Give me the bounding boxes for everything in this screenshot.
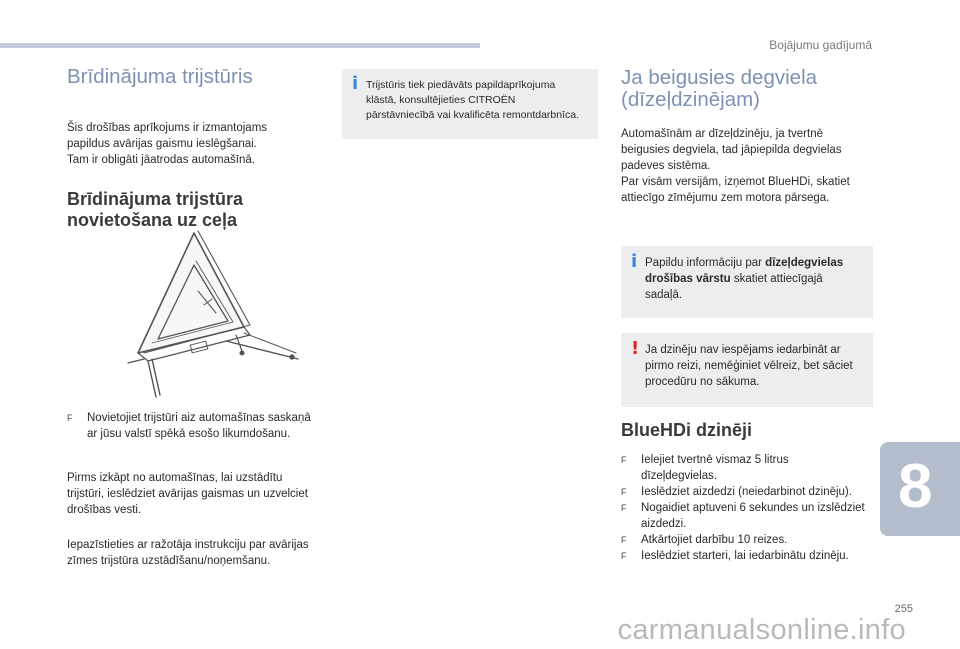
bullet-arrow-icon: F [621,535,627,545]
bullet-arrow-icon: F [621,503,627,513]
before-exit-paragraph: Pirms izkāpt no automašīnas, lai uzstādītu trijstūri, ieslēdziet avārijas gaismas un uzvelciet drošības vesti. [67,472,308,516]
bluehdi-step-text: Ieslēdziet aizdedzi (neiedarbinot dzinēju). [641,486,852,498]
warning-icon: ! [631,338,640,359]
triangle-availability-note [342,69,598,139]
warning-triangle-intro: Šis drošības aprīkojums ir izmantojams papildus avārijas gaismu ieslēgšanai. Tam ir obligāti jāatrodas automašīnā. [67,122,268,166]
diesel-valve-info-suffix: skatiet attiecīgajā sadaļā. [645,273,823,301]
bluehdi-step [621,452,879,484]
chapter-number: 8 [898,452,933,521]
placement-instruction-text: Novietojiet trijstūri aiz automašīnas saskaņā ar jūsu valstī spēkā esošo likumdošanu. [87,412,311,440]
bullet-arrow-icon: F [67,413,73,423]
page-number: 255 [894,603,913,615]
info-icon: i [631,251,638,272]
warning-triangle-illustration [86,225,311,405]
header-rule [0,43,480,48]
section-title-out-of-fuel-line2: (dīzeļdzinējam) [621,88,760,111]
info-icon: i [352,73,359,94]
diesel-valve-info-note [621,246,873,318]
bluehdi-step-text: Nogaidiet aptuveni 6 sekundes un izslēdziet aizdedzi. [641,502,865,530]
bluehdi-step [621,532,879,548]
watermark: carmanualsonline.info [617,614,906,646]
manufacturer-instructions-paragraph: Iepazīstieties ar ražotāja instrukciju par avārijas zīmes trijstūra uzstādīšanu/noņemšanu. [67,539,309,567]
bullet-arrow-icon: F [621,551,627,561]
bluehdi-step-text: Ielejiet tvertnē vismaz 5 litrus dīzeļdegvielas. [641,454,789,482]
triangle-availability-text: Trijstūris tiek piedāvāts papildaprīkojuma klāstā, konsultējieties CITROËN pārstāvniecībā vai kvalificēta remontdarbnīca. [366,79,580,121]
bluehdi-step [621,500,879,532]
left-column [67,66,329,231]
right-column [621,67,876,206]
bluehdi-step-text: Ieslēdziet starteri, lai iedarbinātu dzinēju. [641,550,849,562]
bluehdi-section [621,420,879,564]
subsection-title-line2: novietošana uz ceļa [67,210,238,230]
diesel-valve-info-prefix: Papildu informāciju par [645,257,766,269]
section-title-out-of-fuel-line1: Ja beigusies degviela [621,66,818,89]
bluehdi-steps-list [621,452,879,564]
restart-warning-note [621,333,873,407]
bluehdi-step-text: Atkārtojiet darbību 10 reizes. [641,534,788,546]
placement-instruction [67,410,329,442]
subsection-title-line1: Brīdinājuma trijstūra [67,189,244,209]
subsection-title-bluehdi: BlueHDi dzinēji [621,420,753,440]
out-of-fuel-intro: Automašīnām ar dīzeļdzinēju, ja tvertnē beigusies degviela, tad jāpiepilda degvielas padeves sistēma. Par visām versijām, izņemot BlueHDi, skatiet attiecīgo zīmējumu zem motora pārsega. [621,128,850,204]
bullet-arrow-icon: F [621,455,627,465]
restart-warning-text: Ja dzinēju nav iespējams iedarbināt ar pirmo reizi, nemēģiniet vēlreiz, bet sāciet procedūru no sākuma. [645,344,853,388]
section-title-out-of-fuel [621,67,876,111]
bullet-arrow-icon: F [621,487,627,497]
section-title-warning-triangle: Brīdinājuma trijstūris [67,65,253,88]
diesel-valve-info-bold: dīzeļdegvielas drošības vārstu [645,257,844,285]
bluehdi-step [621,548,879,564]
diesel-valve-info-text [645,255,867,303]
left-column-lower [67,410,329,569]
running-header: Bojājumu gadījumā [769,38,872,52]
bluehdi-step [621,484,879,500]
